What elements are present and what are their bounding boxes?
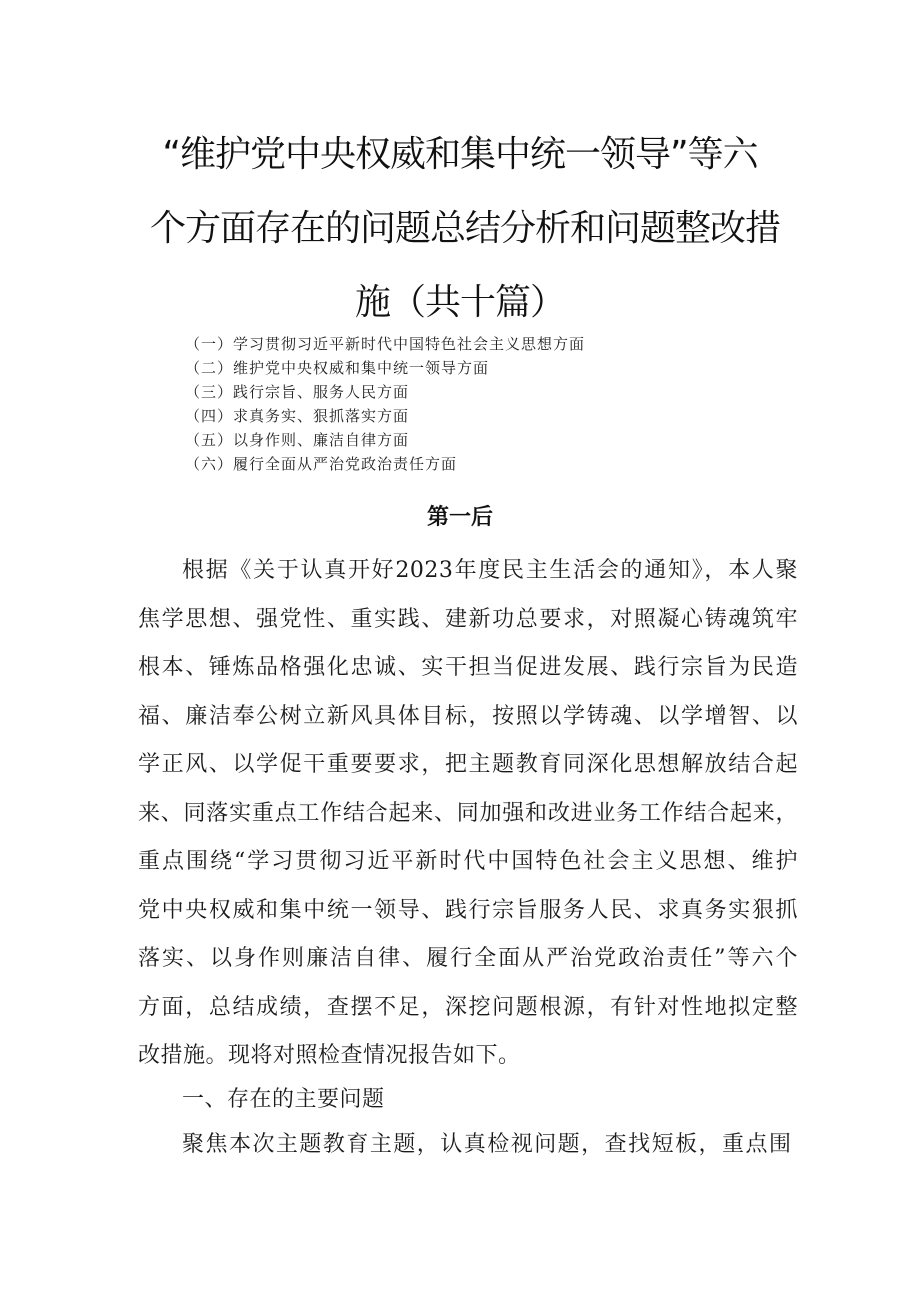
- paragraph-line: 根本、锤炼品格强化忠诚、实干担当促进发展、践行宗旨为民造: [138, 655, 798, 680]
- paragraph-line: 根据《关于认真开好2023年度民主生活会的通知》，本人聚: [182, 558, 798, 583]
- toc-item-4: （四）求真务实、狠抓落实方面: [185, 407, 410, 425]
- toc-item-6: （六）履行全面从严治党政治责任方面: [185, 455, 458, 473]
- paragraph-line: 福、廉洁奉公树立新风具体目标，按照以学铸魂、以学增智、以: [138, 703, 798, 729]
- subheading-main-problems: 一、存在的主要问题: [182, 1087, 385, 1112]
- paragraph-line: 学正风、以学促干重要要求，把主题教育同深化思想解放结合起: [138, 752, 798, 777]
- title-line-1: “维护党中央权威和集中统一领导”等六: [162, 134, 758, 175]
- paragraph-1: [138, 547, 798, 1081]
- table-of-contents: [185, 332, 585, 476]
- toc-item-3: （三）践行宗旨、服务人民方面: [185, 383, 410, 401]
- toc-item-5: （五）以身作则、廉洁自律方面: [185, 431, 410, 449]
- toc-item-1: （一）学习贯彻习近平新时代中国特色社会主义思想方面: [185, 335, 586, 353]
- paragraph-line: 改措施。现将对照检查情况报告如下。: [138, 1043, 521, 1068]
- paragraph-line: 聚焦本次主题教育主题，认真检视问题，查找短板，重点围: [182, 1132, 792, 1157]
- document-title: [150, 118, 781, 340]
- paragraph-line: 方面，总结成绩，查摆不足，深挖问题根源，有针对性地拟定整: [138, 994, 798, 1020]
- paragraph-line: 党中央权威和集中统一领导、践行宗旨服务人民、求真务实狠抓: [138, 897, 798, 923]
- paragraph-line: 落实、以身作则廉洁自律、履行全面从严治党政治责任”等六个: [138, 946, 798, 971]
- paragraph-2: [182, 1121, 792, 1170]
- section-heading: 第一后: [426, 505, 493, 530]
- title-line-2: 个方面存在的问题总结分析和问题整改措: [150, 208, 781, 249]
- title-line-3: 施（共十篇）: [354, 282, 565, 323]
- paragraph-line: 来、同落实重点工作结合起来、同加强和改进业务工作结合起来，: [138, 800, 798, 826]
- paragraph-line: 重点围绕“学习贯彻习近平新时代中国特色社会主义思想、维护: [138, 849, 798, 874]
- toc-item-2: （二）维护党中央权威和集中统一领导方面: [185, 359, 490, 377]
- paragraph-line: 焦学思想、强党性、重实践、建新功总要求，对照凝心铸魂筑牢: [138, 606, 798, 632]
